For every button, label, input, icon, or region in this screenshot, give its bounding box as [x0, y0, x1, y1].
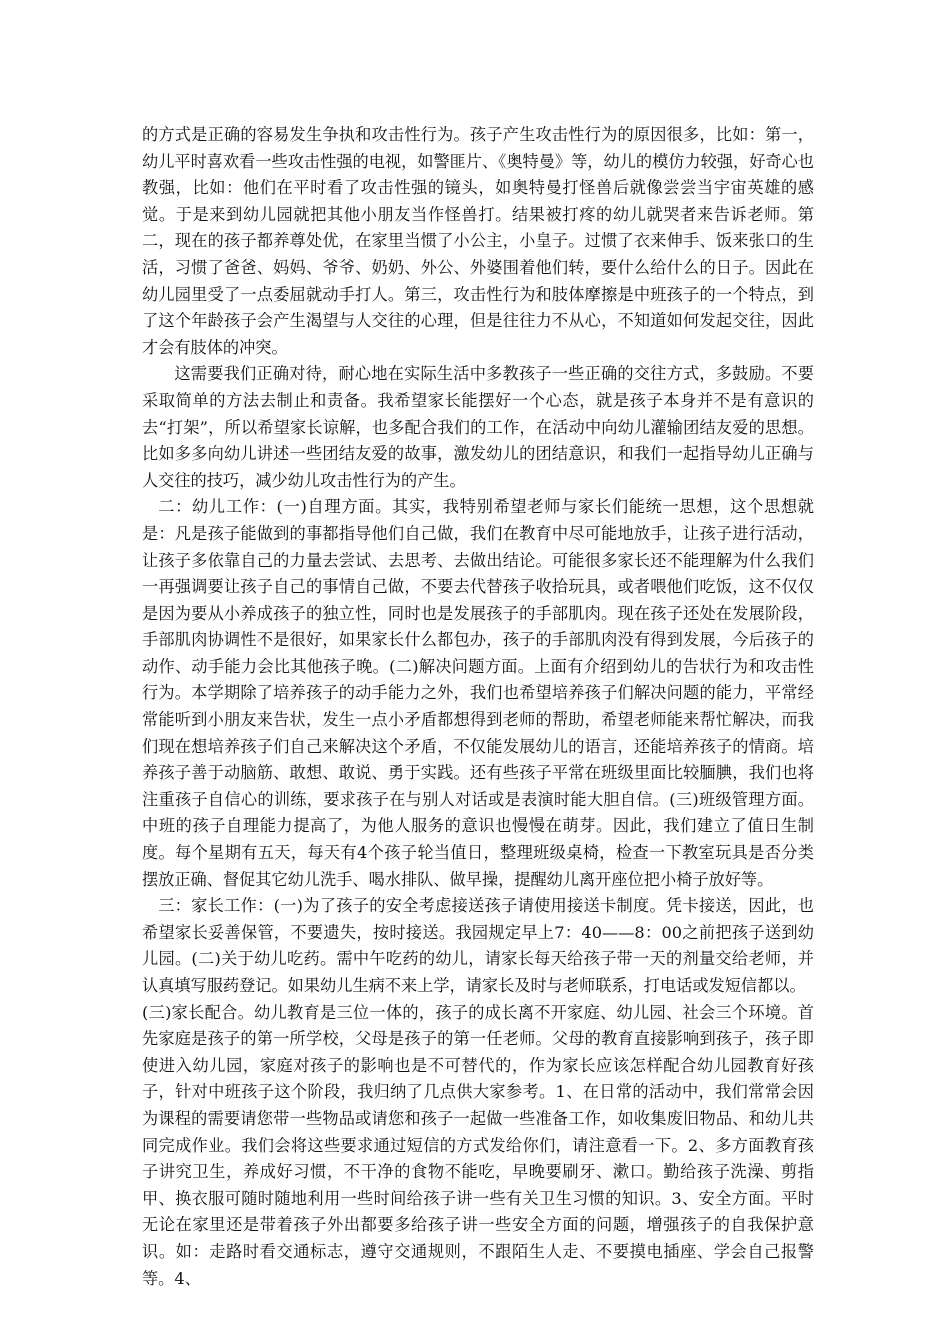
paragraph-parent-work: 三：家长工作：(一)为了孩子的安全考虑接送孩子请使用接送卡制度。凭卡接送，因此，也希望家长妥善保管，不要遗失，按时接送。我园规定早上7：40——8：00之前把孩子送到幼儿园。(二)关于幼儿吃药。需中午吃药的幼儿，请家长每天给孩子带一天的剂量交给老师，并认真填写服药登记。如果幼儿生病不来上学，请家长及时与老师联系，打电话或发短信都以。	[142, 896, 814, 995]
paragraph-aggressive-behavior-causes: 的方式是正确的容易发生争执和攻击性行为。孩子产生攻击性行为的原因很多，比如：第一，幼儿平时喜欢看一些攻击性强的电视，如警匪片、《奥特曼》等，幼儿的模仿力较强，好奇心也教强，比如：他们在平时看了攻击性强的镜头，如奥特曼打怪兽后就像尝尝当宇宙英雄的感觉。于是来到幼儿园就把其他小朋友当作怪兽打。结果被打疼的幼儿就哭者来告诉老师。第二，现在的孩子都养尊处优，在家里当惯了小公主，小皇子。过惯了衣来伸手、饭来张口的生活，习惯了爸爸、妈妈、爷爷、奶奶、外公、外婆围着他们转，要什么给什么的日子。因此在幼儿园里受了一点委屈就动手打人。第三，攻击性行为和肢体摩擦是中班孩子的一个特点，到了这个年龄孩子会产生渴望与人交往的心理，但是往往力不从心，不知道如何发起交往，因此才会有肢体的冲突。	[142, 125, 814, 357]
paragraph-correct-handling: 这需要我们正确对待，耐心地在实际生活中多教孩子一些正确的交往方式，多鼓励。不要采取简单的方法去制止和责备。我希望家长能摆好一个心态，就是孩子本身并不是有意识的去“打架”，所以希望家长谅解，也多配合我们的工作，在活动中向幼儿灌输团结友爱的思想。比如多多向幼儿讲述一些团结友爱的故事，激发幼儿的团结意识，和我们一起指导幼儿正确与人交往的技巧，减少幼儿攻击性行为的产生。	[142, 364, 814, 490]
paragraph-child-work: 二：幼儿工作：(一)自理方面。其实，我特别希望老师与家长们能统一思想，这个思想就是：凡是孩子能做到的事都指导他们自己做，我们在教育中尽可能地放手，让孩子进行活动，让孩子多依靠自己的力量去尝试、去思考、去做出结论。可能很多家长还不能理解为什么我们一再强调要让孩子自己的事情自己做，不要去代替孩子收拾玩具，或者喂他们吃饭，这不仅仅是因为要从小养成孩子的独立性，同时也是发展孩子的手部肌肉。现在孩子还处在发展阶段，手部肌肉协调性不是很好，如果家长什么都包办，孩子的手部肌肉没有得到发展，今后孩子的动作、动手能力会比其他孩子晚。(二)解决问题方面。上面有介绍到幼儿的告状行为和攻击性行为。本学期除了培养孩子的动手能力之外，我们也希望培养孩子们解决问题的能力，平常经常能听到小朋友来告状，发生一点小矛盾都想得到老师的帮助，希望老师能来帮忙解决，而我们现在想培养孩子们自己来解决这个矛盾，不仅能发展幼儿的语言，还能培养孩子的情商。培养孩子善于动脑筋、敢想、敢说、勇于实践。还有些孩子平常在班级里面比较腼腆，我们也将注重孩子自信心的训练，要求孩子在与别人对话或是表演时能大胆自信。(三)班级管理方面。中班的孩子自理能力提高了，为他人服务的意识也慢慢在萌芽。因此，我们建立了值日生制度。每个星期有五天，每天有4个孩子轮当值日，整理班级桌椅，检查一下教室玩具是否分类摆放正确、督促其它幼儿洗手、喝水排队、做早操，提醒幼儿离开座位把小椅子放好等。	[142, 497, 814, 889]
paragraph-parent-cooperation: (三)家长配合。幼儿教育是三位一体的，孩子的成长离不开家庭、幼儿园、社会三个环境。首先家庭是孩子的第一所学校，父母是孩子的第一任老师。父母的教育直接影响到孩子，孩子即使进入幼儿园，家庭对孩子的影响也是不可替代的，作为家长应该怎样配合幼儿园教育好孩子，针对中班孩子这个阶段，我归纳了几点供大家参考。1、在日常的活动中，我们常常会因为课程的需要请您带一些物品或请您和孩子一起做一些准备工作，如收集废旧物品、和幼儿共同完成作业。我们会将这些要求通过短信的方式发给你们，请注意看一下。2、多方面教育孩子讲究卫生，养成好习惯，不干净的食物不能吃，早晚要刷牙、漱口。勤给孩子洗澡、剪指甲、换衣服可随时随地利用一些时间给孩子讲一些有关卫生习惯的知识。3、安全方面。平时无论在家里还是带着孩子外出都要多给孩子讲一些安全方面的问题，增强孩子的自我保护意识。如：走路时看交通标志，遵守交通规则，不跟陌生人走、不要摸电插座、学会自己报警等。4、	[142, 1002, 814, 1288]
document-page	[142, 122, 814, 1292]
